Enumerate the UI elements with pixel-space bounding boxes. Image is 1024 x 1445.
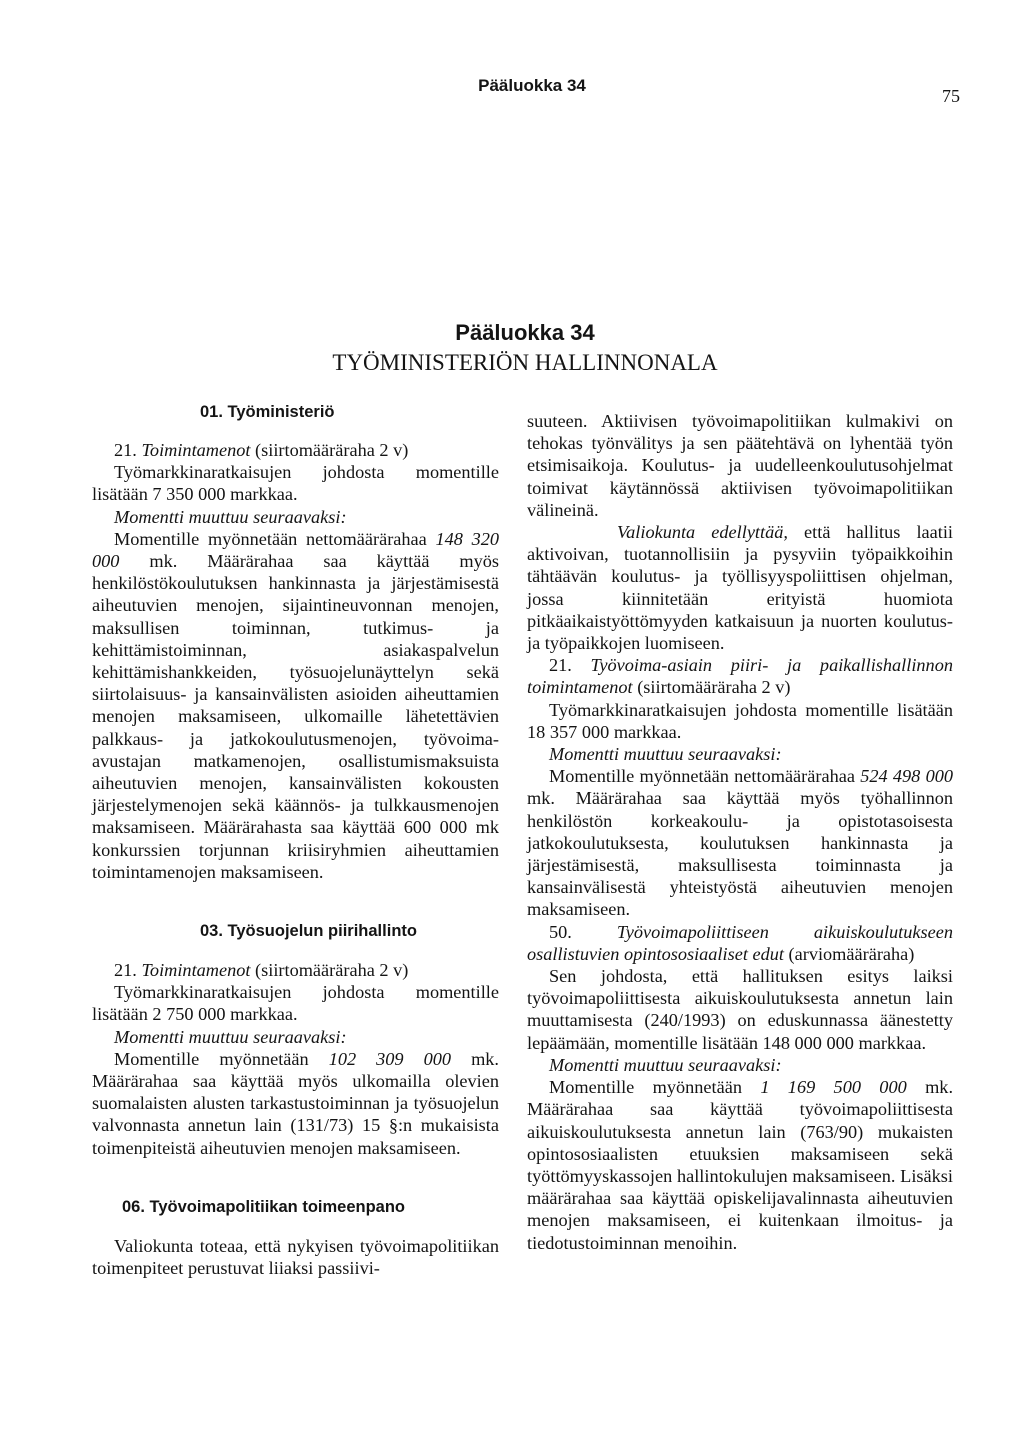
paragraph <box>92 1048 499 1159</box>
item-21-heading <box>527 654 953 698</box>
item-21-heading <box>92 439 499 461</box>
page-number: 75 <box>942 86 960 106</box>
paragraph-text: mk. Määrärahaa saa käyttää myös työhallinnon henkilöstön korkeakoulu- ja opistotasoisesta jatkokoulutuksesta, koulutuksen hankinnasta ja järjestämisestä, maksullisesta toiminnasta ja kansainvälisestä yhteistyöstä aiheutuvien menojen maksamiseen. <box>527 788 953 920</box>
item-type: (siirtomääräraha 2 v) <box>637 677 791 698</box>
item-number: 21. <box>549 655 572 676</box>
change-label-text: Momentti muuttuu seuraavaksi: <box>114 506 347 527</box>
item-number: 50. <box>549 921 572 942</box>
change-label-text: Momentti muuttuu seuraavaksi: <box>114 1026 347 1047</box>
item-50-heading <box>527 921 953 965</box>
paragraph-text: mk. Määrärahaa saa käyttää myös henkilöstökoulutuksen hankinnasta ja järjestämisestä aiheutuvien menojen, sijaintineuvonnan menojen, maksullisen toiminnan, tutkimus- ja kehittämistoiminnan, asiakaspalvelun kehittämishankkeiden, työsuojelunäyttelyn sekä siirtolaisuus- ja kansainvälisten asioiden aiheuttamien menojen maksamiseen, ulkomaille lähetettävien palkkaus- ja jatkokoulutusmenojen, työvoima-avustajan matkamenojen, osallistumismaksuista aiheutuvien menojen, kansainvälisten kokousten järjestelymenojen sekä käännös- ja tulkkausmenojen maksamiseen. Määrärahasta saa käyttää 600 000 mk konkurssien torjunnan kriisiryhmien aiheuttamien toimintamenojen maksamiseen. <box>92 551 499 882</box>
item-name: Työvoima-asiain piiri- ja paikallishallinnon toimintamenot <box>527 655 953 698</box>
paragraph <box>527 1076 953 1254</box>
amount: 1 169 500 000 <box>760 1077 907 1098</box>
running-header: Pääluokka 34 <box>478 76 586 95</box>
item-name: Työvoimapoliittiseen aikuiskoulutukseen osallistuvien opintososiaaliset edut <box>527 921 953 964</box>
amount: 102 309 000 <box>328 1048 452 1069</box>
paragraph-text: Momentille myönnetään nettomäärärahaa <box>549 766 855 787</box>
change-label <box>92 1026 499 1048</box>
section-heading-06: 06. Työvoimapolitiikan toimeenpano <box>122 1197 405 1216</box>
paragraph: Valiokunta toteaa, että nykyisen työvoimapolitiikan toimenpiteet perustuvat liiaksi passiivi- <box>92 1235 499 1279</box>
paragraph-text: mk. Määrärahaa saa käyttää työvoimapoliittisesta aikuiskoulutuksesta annetun lain (763/90) mukaisten opintososiaalisten etuuksien maksamiseen sekä työttömyyskassojen hallintokulujen maksamiseen. Lisäksi määrärahaa saa käyttää opiskelijavalinnasta aiheutuvien menojen maksamiseen, ei kuitenkaan ilmoitus- ja tiedotustoiminnan menoihin. <box>527 1077 954 1253</box>
title-line-2: TYÖMINISTERIÖN HALLINNONALA <box>332 350 718 375</box>
left-column <box>92 402 499 1279</box>
change-label-text: Momentti muuttuu seuraavaksi: <box>549 744 782 765</box>
section-heading-01: 01. Työministeriö <box>200 403 335 421</box>
change-label-text: Momentti muuttuu seuraavaksi: <box>549 1054 782 1075</box>
paragraph-text: mk. Määrärahaa saa käyttää myös ulkomailla olevien suomalaisten alusten tarkastustoiminnan ja työsuojelun valvonnasta annetun lain (131/73) 15 §:n mukaisista toimenpiteistä aiheutuvien menojen maksamiseen. <box>92 1048 499 1158</box>
amount: 524 498 000 <box>860 766 954 787</box>
main-title <box>0 318 1024 378</box>
paragraph <box>527 765 953 920</box>
paragraph: suuteen. Aktiivisen työvoimapolitiikan kulmakivi on tehokas työnvälitys ja sen päätehtävä on lyhentää työn etsimisaikoja. Koulutus- ja uudelleenkoulutusohjelmat toimivat käytännössä aktiivisen työvoimapolitiikan välineinä. <box>527 411 953 520</box>
item-number: 21. <box>114 440 137 460</box>
paragraph-text: Momentille myönnetään <box>114 1048 309 1069</box>
requirement-label: Valiokunta edellyttää, <box>617 522 788 543</box>
change-label <box>527 743 953 765</box>
item-type: (arviomääräraha) <box>788 943 915 964</box>
item-name: Toimintamenot <box>141 960 251 981</box>
title-line-1: Pääluokka 34 <box>455 320 595 345</box>
paragraph <box>92 528 499 883</box>
section-heading-03: 03. Työsuojelun piirihallinto <box>200 922 417 941</box>
item-number: 21. <box>114 960 137 981</box>
paragraph: Työmarkkinaratkaisujen johdosta momentille lisätään 7 350 000 markkaa. <box>92 462 499 505</box>
item-type: (siirtomääräraha 2 v) <box>255 960 409 981</box>
amount: 148 320 000 <box>92 528 499 572</box>
paragraph-text: että hallitus laatii aktivoivan, tuotannollisiin ja pysyviin työpaikkoihin tähtäävän koulutus- ja työllisyyspoliittisen ohjelman, jossa kiinnitetään erityistä huomiota pitkäaikaistyöttömyyden katkaisuun ja nuorten koulutus- ja työpaikkojen luomiseen. <box>527 522 953 654</box>
change-label <box>527 1054 953 1076</box>
paragraph <box>527 521 953 654</box>
paragraph-text: Momentille myönnetään nettomäärärahaa <box>114 528 427 549</box>
item-name: Toimintamenot <box>141 440 251 460</box>
paragraph-text: Momentille myönnetään <box>549 1077 742 1098</box>
item-type: (siirtomääräraha 2 v) <box>255 440 409 460</box>
paragraph: Sen johdosta, että hallituksen esitys laiksi työvoimapoliittisesta aikuiskoulutuksesta annetun lain muuttamisesta (240/1993) on eduskunnassa äänestetty lepäämään, momentille lisätään 148 000 000 markkaa. <box>527 966 953 1053</box>
item-21-heading <box>92 959 499 981</box>
paragraph: Työmarkkinaratkaisujen johdosta momentille lisätään 2 750 000 markkaa. <box>92 982 499 1025</box>
change-label <box>92 506 499 528</box>
paragraph: Työmarkkinaratkaisujen johdosta momentille lisätään 18 357 000 markkaa. <box>527 699 953 742</box>
right-column <box>527 410 953 1254</box>
